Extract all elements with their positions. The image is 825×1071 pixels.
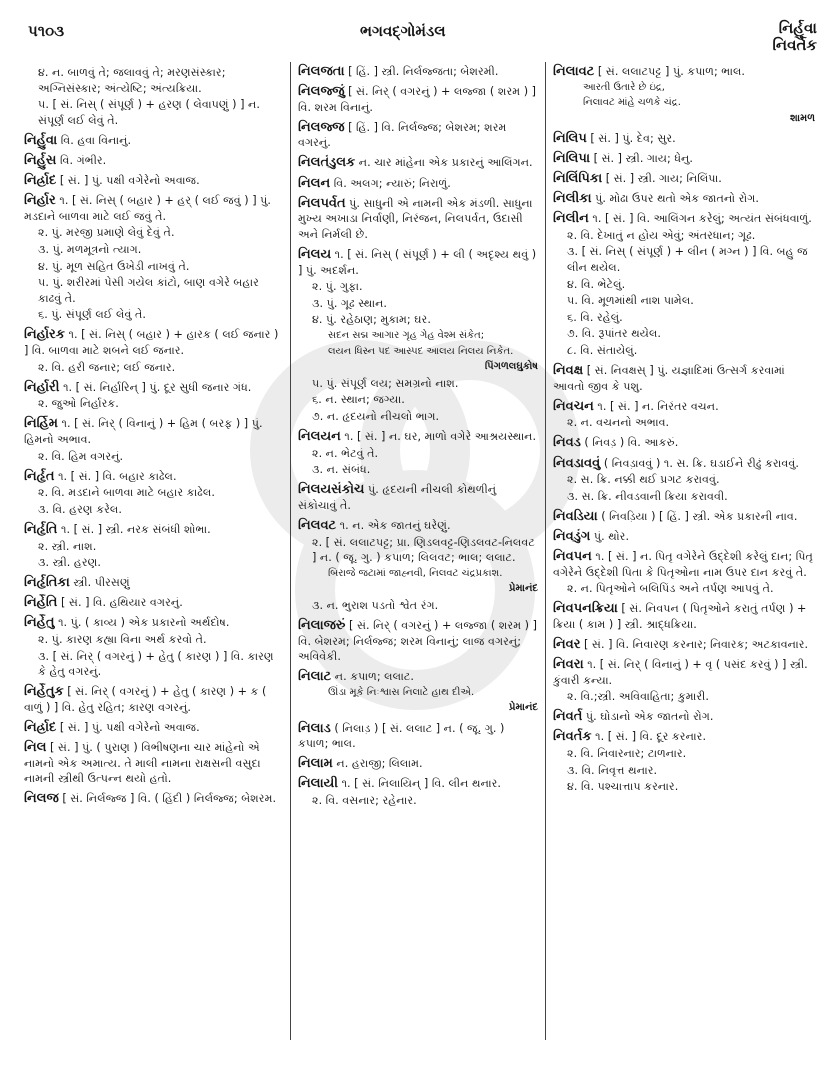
dictionary-entry (553, 637, 815, 653)
definition: [ સં. નિર્ ( વગરનું ) + હેતુ ( કારણ ) + ક ( વાળું ) ] વિ. હેતુ રહિત; કારણ વગરનું. (24, 685, 267, 714)
definition: ૧. [ સં. નિલાયિન્ ] વિ. લીન થનાર. (341, 777, 501, 791)
definition: [ સં. ] સ્ત્રી. ગાય; નિલિંપા. (605, 172, 722, 186)
headword: નિર્હ્રાદ (24, 173, 57, 189)
sense: ૨. વિ. વસનાર; રહેનાર. (312, 793, 417, 807)
dictionary-entry (553, 456, 815, 505)
headword: નિર્હ્રાદ (24, 719, 57, 735)
sense: ૭. ન. હૃદયનો નીચલો ભાગ. (312, 409, 440, 423)
dictionary-entry (553, 211, 815, 358)
guide-word-first: નિર્હુવા (778, 19, 817, 37)
dictionary-entry (24, 133, 282, 149)
sense: ૨. વિ. નિવારનાર; ટાળનાર. (567, 747, 687, 761)
definition: ૧. [ સં. ] સ્ત્રી. નરક સંબંધી શોભા. (61, 522, 211, 536)
headword: નિવપનક્રિયા (553, 601, 618, 617)
definition: [ સં. નિવક્ષસ્ ] પું. યજ્ઞાદિમાં ઉત્સર્ગ કરવામાં આવતો જીવ કે પશુ. (553, 364, 785, 393)
definition: [ સં. ] વિ. હથિયાર વગરનું. (61, 596, 183, 610)
dictionary-entry (298, 84, 538, 115)
headword: નિલિપ (553, 130, 587, 146)
definition: ન. કપાળ; લલાટ. (334, 670, 414, 684)
headword: નિલાવટ (553, 64, 595, 79)
dictionary-entry (24, 327, 282, 375)
dictionary-entry (553, 131, 815, 147)
definition: ( નિવડ઼ાવવું ) ૧. સ. ક્રિ. ઘડાઈને રીઢું કરાવવું. (603, 456, 799, 470)
dictionary-entry (298, 756, 538, 772)
headword: નિર્હેતિ (24, 595, 58, 611)
sense: ૨. વિ.;સ્ત્રી. અવિવાહિતા; કુમારી. (567, 690, 709, 704)
headword: નિવર્તક (553, 729, 592, 745)
sense: ૨. ન. પિતૃઓને બલિપિંડ અને તર્પણ આપવું તે. (567, 582, 774, 596)
sense: ૩. [ સં. નિસ્ ( સંપૂર્ણ ) + લીન ( મગ્ન ) ] વિ. બહુ જ લીન થયેલ. (567, 245, 808, 275)
sense: ૬. પું. સંપૂર્ણ લઈ લેવું તે. (38, 308, 146, 322)
definition: પું. મોઢા ઉપર થતો એક જાતનો રોગ. (595, 192, 759, 206)
sense: ૬. ન. સ્થાન; જગ્યા. (312, 393, 405, 407)
page-header (0, 0, 825, 52)
headword: નિલીકા (553, 191, 592, 207)
definition: ૧. [ સં. ] વિ. દૂર કરનાર. (595, 730, 707, 744)
headword: નિલાડ (298, 720, 331, 736)
dictionary-entry (298, 669, 538, 716)
dictionary-entry (298, 196, 538, 243)
running-title: ભગવદ્ગોમંડલ (360, 22, 446, 40)
headword: નિર્હુવા (24, 132, 58, 148)
definition: વિ. હવા વિનાનું. (60, 133, 132, 147)
dictionary-entry (24, 740, 282, 787)
definition: [ સં. ] પું. પક્ષી વગેરેનો અવાજ. (59, 720, 200, 734)
definition: વિ. ગંભીર. (59, 153, 107, 167)
headword: નિર્હૃત (24, 468, 55, 484)
definition: પું. ઘોડાનો એક જાતનો રોગ. (585, 710, 714, 724)
dictionary-entry (298, 429, 538, 478)
headword: નિવડાવવું (553, 455, 601, 471)
dictionary-entry (553, 64, 815, 126)
citation-quote: ઊંડા મૂકે નિઃશ્વાસ નિલાટે હાથ દીએ. (328, 686, 475, 698)
guide-words (773, 20, 817, 54)
definition: [ હિં. ] વિ. નિર્લજ્જ; બેશરમ; શરમ વગરનું. (298, 120, 507, 150)
dictionary-entry (24, 153, 282, 169)
headword: નિવર્ત (553, 709, 583, 725)
citation-quote: લયન ધિસ્ન પદ આસ્પદ આલય નિલય નિકેત. (328, 345, 514, 357)
definition: [ સં. ] પું. દેવ; સુર. (590, 131, 676, 145)
definition: ૧. [ સં. નિર્ ( વિનાનું ) + હિમ ( બરફ ) ] પું. હિમનો અભાવ. (24, 417, 263, 446)
dictionary-entry (553, 171, 815, 187)
headword: નિવર (553, 637, 581, 652)
citation-quote: આરતી ઉતારે છે ઇંદ્ર, (583, 81, 665, 93)
dictionary-entry (24, 65, 282, 128)
definition: પું. સાધુની એ નામની એક મંડળી. સાધુના મુખ્ય અખાડા નિર્વાણી, નિરંજન, નિલપર્વત, ઉદાસી અને નિર્મલી છે. (298, 196, 533, 241)
dictionary-entry (553, 729, 815, 794)
sense: ૩. ન. ભુરાશ પડતો શ્વેત રંગ. (312, 598, 439, 612)
dictionary-entry (24, 595, 282, 611)
definition: સ્ત્રી. પીરસણું (73, 576, 130, 590)
headword: નિલયસંકોચ (298, 482, 365, 498)
definition: ૧. [ સં. ] ન. પિતૃ વગેરેને ઉદ્દેશી કરેલું દાન; પિતૃ વગેરેને ઉદ્દેશી પિતા કે પિતૃઓના નામ ઉપર દાન કરવું તે. (553, 550, 813, 579)
citation-source: પ્રેમાનંદ (508, 583, 538, 595)
column-divider (545, 62, 546, 1040)
definition: ૧. [ સં. ] ન. ઘર, માળો વગેરે આશ્રયસ્થાન. (344, 429, 537, 443)
definition: ન. ચાર માંહેના એક પ્રકારનું આલિંગન. (358, 156, 533, 170)
sense: ૨. ન. ભેટવું તે. (312, 446, 379, 460)
headword: નિલાટ (298, 669, 332, 685)
page-number: પ૧૦૩ (28, 22, 65, 40)
sense: ૪. પું. મૂળ સહિત ઉખેડી નાખવું તે. (38, 259, 190, 273)
dictionary-entry (553, 363, 815, 394)
sense: ૮. વિ. સંતાયેલું. (567, 344, 638, 357)
definition: [ સં. નિર્ ( વગરનું ) + લજ્જા ( શરમ ) ] વિ. શરમ વિનાનું. (298, 85, 536, 114)
dictionary-entry (553, 709, 815, 725)
definition: [ સં. નિવપન ( પિતૃઓને કરાતું તર્પણ ) + ક્રિયા ( કામ ) ] સ્ત્રી. શ્રાદ્ધક્રિયા. (553, 602, 807, 631)
definition: ૧. [ સં. ] વિ. આલિંગન કરેલું; અત્યંત સંબંધવાળું. (592, 212, 812, 226)
citation-source: પિંગળલઘુકોષ (484, 361, 538, 373)
dictionary-entry (553, 601, 815, 632)
dictionary-entry (553, 509, 815, 525)
dictionary-entry (298, 64, 538, 80)
definition: [ હિં. ] સ્ત્રી. નિર્લજ્જતા; બેશરમી. (348, 65, 499, 78)
citation-quote: નિલાવટ માંહે ચળકે ચંદ્ર. (583, 97, 681, 109)
definition: [ સં. ] વિ. નિવારણ કરનાર; નિવારક; અટકાવનાર. (584, 638, 809, 651)
headword: નિવચન (553, 398, 594, 414)
dictionary-entry (24, 791, 282, 807)
citation-source: પ્રેમાનંદ (508, 702, 538, 714)
headword: નિલ (24, 740, 47, 756)
definition: ( નિવડ઼િયા ) [ હિં. ] સ્ત્રી. એક પ્રકારની નાવ. (601, 509, 798, 523)
definition: ૧. [ સં. નિસ્ ( સંપૂર્ણ ) + લી ( અદૃશ્ય થવું ) ] પું. અદર્શન. (298, 247, 537, 277)
headword: નિલામ (298, 756, 333, 772)
headword: નિર્હારક (24, 327, 65, 343)
sense: ૨. સ્ત્રી. નાશ. (38, 539, 97, 553)
citation-quote: બિરાજે જટામાં જાહ્નવી, નિલવટ ચંદ્રપ્રકાશ. (328, 567, 503, 579)
headword: નિવડુંગ (553, 528, 591, 544)
definition: પું. હૃદયની નીચલી કોથળીનું સંકોચાવું તે. (298, 483, 497, 512)
guide-word-last: નિવર્તક (772, 36, 817, 54)
headword: નિલજ (24, 791, 59, 807)
dictionary-entry (553, 151, 815, 167)
sense: ૨. વિ. હરી જનાર; લઈ જનાર. (38, 360, 176, 374)
definition: ૧. [ સં. ] ન. નિરંતર વચન. (597, 399, 719, 413)
headword: નિલતંડુલક (298, 155, 356, 171)
definition: ૧. [ સં. નિર્હારિન્ ] પું. દૂર સુધી જનાર ગંધ. (63, 380, 252, 394)
sense: ૨. પું. ગુફા. (312, 280, 363, 294)
dictionary-entry (298, 518, 538, 614)
sense: ૪. વિ. ભેટેલું. (567, 277, 626, 291)
headword: નિવપન (553, 549, 592, 565)
sense: ૨. ન. વચનનો અભાવ. (567, 416, 670, 430)
headword: નિલજ્જ (298, 119, 345, 135)
dictionary-entry (24, 575, 282, 591)
dictionary-entry (298, 482, 538, 513)
dictionary-entry (298, 721, 538, 752)
sense: ૪. પું. રહેઠાણ; મુકામ; ઘર. (312, 313, 431, 327)
definition: [ સં. ] પું. પક્ષી વગેરેનો અવાજ. (59, 174, 200, 188)
dictionary-entry (298, 120, 538, 151)
citation-source: શામળ (789, 112, 815, 124)
sense: ૨. સ. ક્રિ. નક્કી થઈ પ્રગટ કરાવવું. (567, 473, 720, 487)
headword: નિર્હૃતિકા (24, 575, 70, 591)
sense: ૫. પું. સંપૂર્ણ લય; સમગ્રનો નાશ. (312, 376, 459, 390)
column-divider (290, 62, 291, 1040)
dictionary-entry (24, 522, 282, 571)
definition: ૧. [ સં. ] વિ. બહાર કાઢેલ. (58, 469, 177, 483)
headword: નિલજતા (298, 64, 345, 79)
headword: નિવરા (553, 657, 584, 673)
headword: નિવક્ષ (553, 363, 584, 379)
sense: ૩. સ્ત્રી. હરણ. (38, 556, 101, 570)
sense: ૪. ન. બાળવું તે; જલાવવું તે; મરણસંસ્કાર; અગ્નિસંસ્કાર; અંત્યેષ્ટિ; અંત્યક્રિયા. (38, 66, 226, 95)
headword: નિર્હૃતિ (24, 521, 58, 537)
dictionary-entry (553, 399, 815, 431)
sense: ૨. વિ. દેખાતું ન હોય એવું; અંતરધાન; ગૂઢ. (567, 228, 756, 242)
sense: ૬. વિ. રહેલું. (567, 310, 623, 324)
dictionary-entry (24, 173, 282, 189)
dictionary-entry (24, 416, 282, 464)
column-2 (298, 64, 538, 813)
column-1 (24, 64, 282, 811)
definition: ૧. [ સં. નિસ્ ( બહાર ) + હારક ( લઈ જનાર ) ] વિ. બાળવા માટે શબને લઈ જનાર. (24, 328, 279, 357)
headword: નિર્હેતુક (24, 684, 64, 700)
dictionary-entry (24, 193, 282, 323)
sense: ૫. પું. શરીરમાં પેસી ગયેલ કાંટો, બાણ વગેરે બહાર કાઢવું તે. (38, 276, 259, 305)
definition: [ સં. નિર્લજ્જ ] વિ. ( હિંદી ) નિર્લજ્જ; બેશરમ. (62, 792, 277, 806)
definition: ૧. [ સં. નિર્ ( વિનાનું ) + વૃ ( પસંદ કરવું ) ] સ્ત્રી. કુંવારી કન્યા. (553, 658, 808, 687)
dictionary-entry (553, 549, 815, 597)
headword: નિર્હેતુ (24, 615, 55, 631)
definition: [ સં. ] સ્ત્રી. ગાય; ધેનુ. (593, 151, 693, 165)
headword: નિર્હુસ (24, 152, 57, 168)
sense: ૭. વિ. રૂપાંતર થયેલ. (567, 327, 661, 341)
headword: નિલાયી (298, 776, 339, 792)
sense: ૨. પું. મરજી પ્રમાણે લેવું દેવું તે. (38, 226, 175, 240)
definition: ( નિવડ઼ ) વિ. આકરું. (584, 436, 679, 450)
sense: ૫. વિ. મૂળમાંથી નાશ પામેલ. (567, 294, 694, 308)
sense: ૩. પું. મળમૂત્રનો ત્યાગ. (38, 242, 142, 256)
sense: ૨. [ સં. લલાટપટ્ટ; પ્રા. ણિડલવટ્ટ-ણિડલવટ-નિલવટ ] ન. ( જૂ. ગુ. ) કપાળ; લિલવટ; ભાલ; લલાટ. (312, 535, 535, 565)
dictionary-entry (553, 191, 815, 207)
headword: નિલય (298, 246, 332, 262)
headword: નિર્હારી (24, 379, 60, 395)
headword: નિર્હાર (24, 193, 56, 209)
dictionary-entry (298, 618, 538, 665)
sense: ૨. જુઓ નિર્હારક. (38, 397, 119, 411)
definition: પું. થોર. (593, 529, 630, 543)
headword: નિવડિયા (553, 508, 598, 524)
headword: નિલિપા (553, 150, 591, 166)
definition: ૧. ન. એક જાતનું ઘરેણું. (339, 518, 451, 532)
dictionary-entry (298, 155, 538, 171)
headword: નિલીન (553, 211, 589, 227)
column-3 (553, 64, 815, 799)
definition: [ સં. નિર્ ( વગરનું ) + લજ્જા ( શરમ ) ] વિ. બેશરમ; નિર્લજ્જ; શરમ વિનાનું; લાજ વગરનું; અવિવેકી. (298, 619, 537, 664)
sense: ૩. [ સં. નિર્ ( વગરનું ) + હેતુ ( કારણ ) ] વિ. કારણ કે હેતુ વગરનું. (38, 649, 274, 679)
sense: ૨. વિ. મડદાને બાળવા માટે બહાર કાઢેલ. (38, 486, 215, 500)
sense: ૪. વિ. પશ્ચાત્તાપ કરનાર. (567, 780, 679, 794)
citation-quote: સદન સદ્મ આગાર ગૃહ ગેહ વેશ્મ સંકેત; (328, 329, 485, 341)
definition: [ સં. ] પું. ( પુરાણ ) વિભીષણના ચાર માંહેનો એ નામનો એક અમાત્ય. તે માલી નામના રાક્ષસની વસુદા નામની સ્ત્રીથી ઉત્પન્ન થયો હતો. (24, 741, 261, 786)
sense: ૨. વિ. હિમ વગરનું. (38, 449, 124, 463)
headword: નિવડ (553, 435, 581, 451)
sense: ૩. વિ. હરણ કરેલ. (38, 502, 122, 516)
headword: નિર્હિમ (24, 416, 58, 432)
dictionary-entry (298, 776, 538, 808)
dictionary-entry (24, 720, 282, 736)
dictionary-entry (553, 529, 815, 545)
definition: ન. હરાજી; લિલામ. (336, 757, 423, 771)
dictionary-entry (24, 469, 282, 518)
headword: નિલિંપિકા (553, 171, 603, 187)
definition: વિ. અલગ; ન્યારું; નિરાળું. (333, 176, 451, 190)
sense: ૩. ન. સંબંધ. (312, 463, 371, 477)
headword: નિલવટ (298, 517, 337, 533)
dictionary-entry (298, 247, 538, 425)
definition: ૧. [ સં. નિસ્ ( બહાર ) + હર્ ( લઈ જવું ) ] પું. મડદાને બાળવા માટે લઈ જવું તે. (24, 194, 271, 223)
headword: નિલયન (298, 428, 341, 444)
dictionary-entry (553, 657, 815, 705)
headword: નિલાજરું (298, 618, 346, 633)
definition: [ સં. લલાટપટ્ટ ] પું. કપાળ; ભાલ. (597, 65, 745, 78)
definition: ૧. પું. ( કાવ્ય ) એક પ્રકારનો અર્થદોષ. (58, 616, 230, 630)
dictionary-entry (24, 684, 282, 715)
dictionary-entry (24, 615, 282, 679)
sense: ૩. પું. ગૂઢ સ્થાન. (312, 296, 387, 310)
headword: નિલન (298, 175, 331, 191)
dictionary-entry (24, 380, 282, 412)
dictionary-entry (553, 435, 815, 451)
dictionary-entry (298, 176, 538, 192)
sense: ૩. સ. ક્રિ. નીવડવાની ક્રિયા કરાવવી. (567, 489, 728, 503)
sense: ૩. વિ. નિવૃત્ત થનાર. (567, 763, 658, 777)
headword: નિલજ્જું (298, 84, 345, 100)
headword: નિલપર્વત (298, 195, 346, 211)
definition: ( નિલાડ઼ ) [ સં. લલાટ ] ન. ( જૂ. ગુ. ) કપાળ; ભાલ. (298, 721, 505, 751)
sense: ૫. [ સં. નિસ્ ( સંપૂર્ણ ) + હરણ ( લેવાપણું ) ] ન. સંપૂર્ણ લઈ લેવું તે. (38, 98, 260, 127)
sense: ૨. પું. કારણ કહ્યા વિના અર્થ કરવો તે. (38, 633, 207, 646)
